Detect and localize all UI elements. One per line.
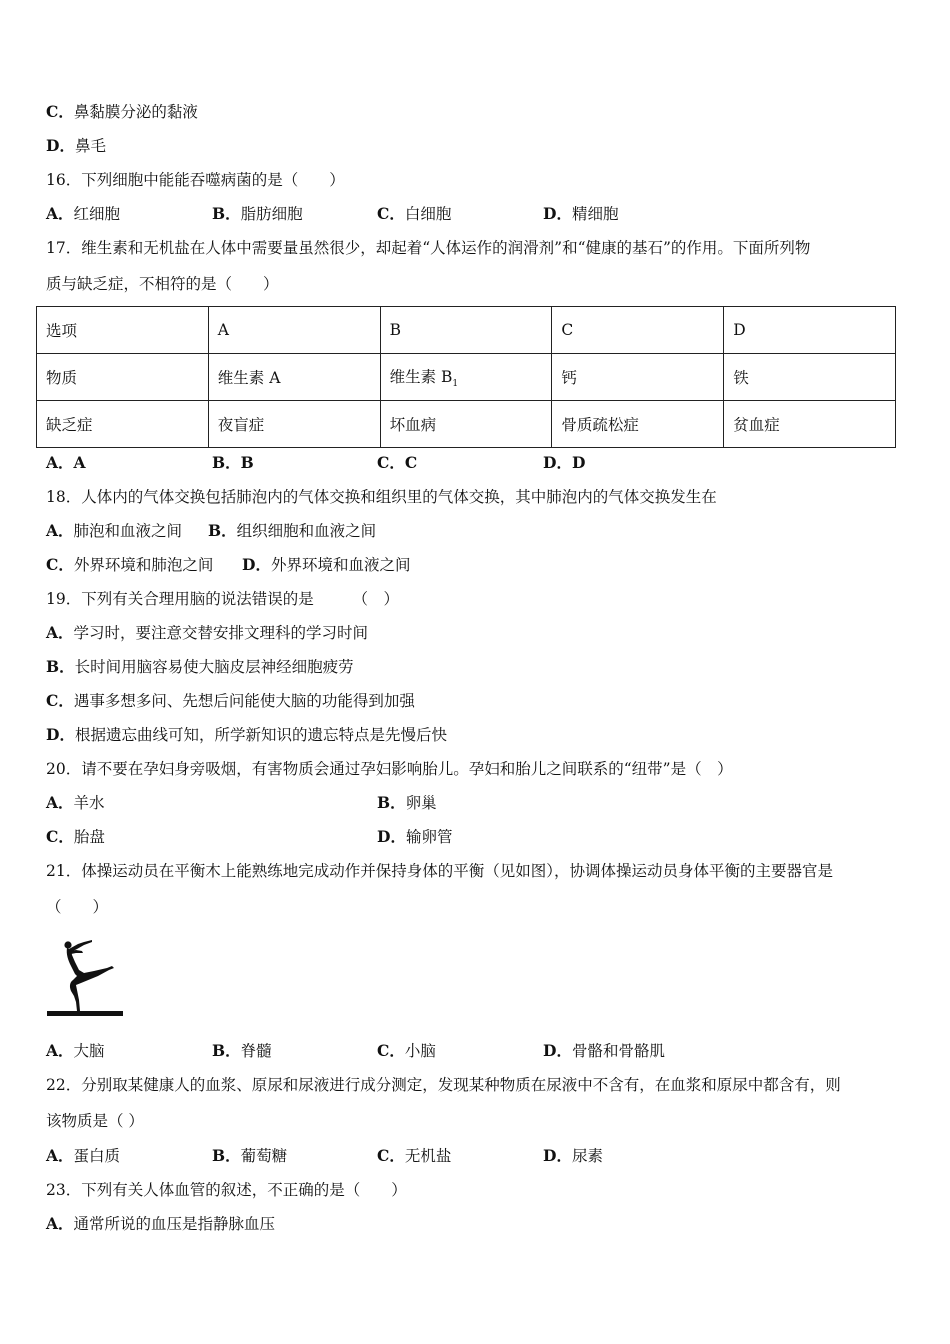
q23-option-a[interactable]: A．通常所说的血压是指静脉血压: [46, 1214, 276, 1233]
table-cell: 铁: [724, 354, 896, 401]
table-row: [37, 354, 896, 401]
q19-stem: 19．下列有关合理用脑的说法错误的是 （ ）: [46, 590, 399, 608]
q23-stem: 23．下列有关人体血管的叙述，不正确的是（ ）: [46, 1181, 407, 1199]
q19-option-d[interactable]: D．根据遗忘曲线可知，所学新知识的遗忘特点是先慢后快: [46, 725, 447, 744]
gymnast-balance-beam-figure: [46, 938, 126, 1020]
table-cell: 选项: [37, 307, 209, 354]
table-row: [37, 401, 896, 448]
q22-option-c[interactable]: C．无机盐: [377, 1146, 452, 1165]
q18-option-d[interactable]: D．外界环境和血液之间: [242, 555, 411, 574]
q22-option-b[interactable]: B．葡萄糖: [212, 1146, 288, 1165]
table-cell: 坏血病: [380, 401, 552, 448]
vitamin-b-subscript: 1: [452, 379, 459, 390]
q17-option-c[interactable]: C．C: [377, 453, 418, 472]
q21-option-a[interactable]: A．大脑: [46, 1041, 105, 1060]
q21-stem-line2: （ ）: [46, 898, 109, 916]
q21-stem-line1: 21．体操运动员在平衡木上能熟练地完成动作并保持身体的平衡（见如图），协调体操运动员身体平衡的主要器官是: [46, 862, 833, 880]
q20-option-a[interactable]: A．羊水: [46, 793, 105, 812]
q22-option-d[interactable]: D．尿素: [543, 1146, 603, 1165]
table-cell: 维生素 A: [208, 354, 380, 401]
q20-option-b[interactable]: B．卵巢: [377, 793, 437, 812]
q17-stem-line1: 17．维生素和无机盐在人体中需要量虽然很少，却起着“人体运作的润滑剂”和“健康的基石”的作用。下面所列物: [46, 239, 811, 257]
q15-option-d[interactable]: D．鼻毛: [46, 136, 106, 155]
table-cell: C: [552, 307, 724, 354]
q17-option-a[interactable]: A．A: [46, 453, 86, 472]
q18-stem: 18．人体内的气体交换包括肺泡内的气体交换和组织里的气体交换，其中肺泡内的气体交换发生在: [46, 488, 717, 506]
q16-option-c[interactable]: C．白细胞: [377, 204, 452, 223]
table-cell: 缺乏症: [37, 401, 209, 448]
q22-stem-line1: 22．分别取某健康人的血浆、原尿和尿液进行成分测定，发现某种物质在尿液中不含有，在血浆和原尿中都含有，则: [46, 1076, 841, 1094]
q19-option-a[interactable]: A．学习时，要注意交替安排文理科的学习时间: [46, 623, 369, 642]
q17-table: [36, 306, 896, 448]
q16-option-b[interactable]: B．脂肪细胞: [212, 204, 303, 223]
q21-option-c[interactable]: C．小脑: [377, 1041, 436, 1060]
q15-option-c[interactable]: C．鼻黏膜分泌的黏液: [46, 102, 198, 121]
q21-option-d[interactable]: D．骨骼和骨骼肌: [543, 1041, 665, 1060]
q16-stem: 16．下列细胞中能能吞噬病菌的是（ ）: [46, 171, 345, 189]
table-cell: D: [724, 307, 896, 354]
q21-option-b[interactable]: B．脊髓: [212, 1041, 272, 1060]
q19-option-b[interactable]: B．长时间用脑容易使大脑皮层神经细胞疲劳: [46, 657, 354, 676]
q17-stem-line2: 质与缺乏症，不相符的是（ ）: [46, 275, 279, 293]
table-row: [37, 307, 896, 354]
table-cell: 贫血症: [724, 401, 896, 448]
q18-option-c[interactable]: C．外界环境和肺泡之间: [46, 555, 214, 574]
table-cell: B: [380, 307, 552, 354]
q19-option-c[interactable]: C．遇事多想多问、先想后问能使大脑的功能得到加强: [46, 691, 415, 710]
q20-option-d[interactable]: D．输卵管: [377, 827, 453, 846]
table-cell: 物质: [37, 354, 209, 401]
table-cell: 夜盲症: [208, 401, 380, 448]
q18-option-a[interactable]: A．肺泡和血液之间: [46, 521, 183, 540]
q17-option-b[interactable]: B．B: [212, 453, 254, 472]
q22-option-a[interactable]: A．蛋白质: [46, 1146, 121, 1165]
table-cell: 骨质疏松症: [552, 401, 724, 448]
table-cell: A: [208, 307, 380, 354]
q22-stem-line2: 该物质是（ ）: [46, 1112, 144, 1130]
q20-stem: 20．请不要在孕妇身旁吸烟，有害物质会通过孕妇影响胎儿。孕妇和胎儿之间联系的“纽带”是（ ）: [46, 760, 733, 778]
q20-option-c[interactable]: C．胎盘: [46, 827, 105, 846]
table-cell: 钙: [552, 354, 724, 401]
q16-option-d[interactable]: D．精细胞: [543, 204, 619, 223]
vitamin-b-label: 维生素 B: [389, 367, 453, 386]
table-cell: [380, 354, 552, 401]
q16-option-a[interactable]: A．红细胞: [46, 204, 121, 223]
q18-option-b[interactable]: B．组织细胞和血液之间: [208, 521, 377, 540]
q17-option-d[interactable]: D．D: [543, 453, 586, 472]
